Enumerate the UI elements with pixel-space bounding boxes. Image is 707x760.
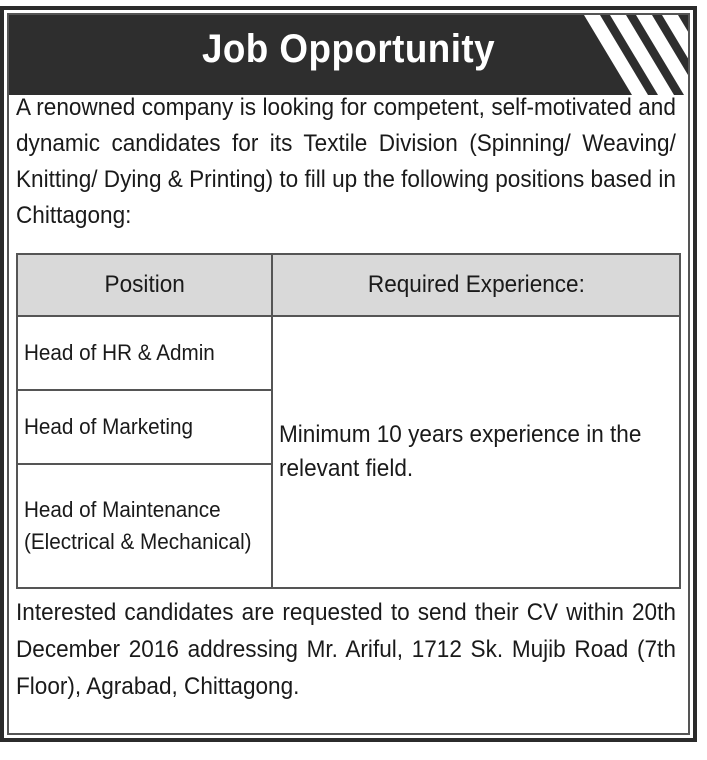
position-cell	[17, 316, 272, 390]
column-header-experience: Required Experience:	[272, 254, 680, 316]
table-header-row	[17, 254, 680, 316]
column-header-position: Position	[17, 254, 272, 316]
page-title: Job Opportunity	[201, 27, 496, 71]
position-name: Head of Maintenance	[24, 497, 221, 522]
header-bar	[9, 15, 688, 95]
position-cell	[17, 464, 272, 588]
position-subtitle: (Electrical & Mechanical)	[24, 529, 252, 554]
position-cell	[17, 390, 272, 464]
experience-cell	[272, 316, 680, 588]
table-row	[17, 316, 680, 390]
experience-requirement: Minimum 10 years experience in the relevant field.	[279, 421, 642, 482]
positions-table	[16, 253, 681, 589]
position-name: Head of HR & Admin	[24, 340, 215, 365]
position-name: Head of Marketing	[24, 414, 193, 439]
closing-paragraph: Interested candidates are requested to send their CV within 20th December 2016 addressing Mr. Ariful, 1712 Sk. Mujib Road (7th Floor), Agrabad, Chittagong.	[16, 599, 676, 700]
diagonal-stripes-decoration	[578, 15, 688, 95]
intro-paragraph: A renowned company is looking for competent, self-motivated and dynamic candidates for its Textile Division (Spinning/ Weaving/ Knitting/ Dying & Printing) to fill up the following positions based in Chittagong:	[16, 94, 676, 229]
